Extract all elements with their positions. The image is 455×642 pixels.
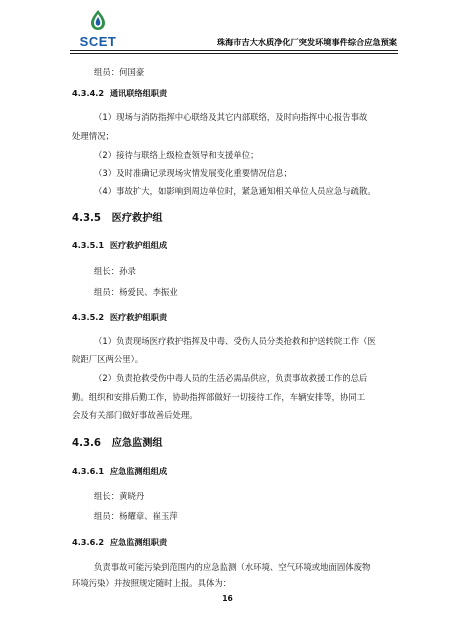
heading-title: 应急监测组	[111, 438, 163, 449]
heading-title: 医疗救护组组成	[109, 240, 168, 250]
members-line: 组员：何国豪	[94, 67, 145, 77]
monitor-members: 组员：杨耀章、崔玉萍	[94, 511, 178, 521]
logo-text: SCET	[79, 34, 117, 49]
heading-4342	[72, 89, 167, 99]
heading-number: 4.3.5.2	[72, 312, 105, 322]
heading-number: 4.3.4.2	[72, 88, 105, 98]
heading-number: 4.3.5	[72, 213, 102, 224]
heading-4361	[72, 467, 167, 477]
heading-title: 医疗救护组职责	[109, 312, 168, 322]
company-logo	[72, 8, 124, 50]
scet-logo-icon	[80, 8, 116, 34]
heading-4352	[72, 313, 167, 323]
paragraph-line: 环境污染）并按照规定随时上报。具体为：	[72, 578, 232, 588]
heading-4351	[72, 241, 167, 251]
paragraph-line: （1）负责现场医疗救护指挥及中毒、受伤人员分类抢救和护送转院工作（医	[94, 336, 376, 346]
heading-number: 4.3.6.2	[72, 537, 105, 547]
medical-leader: 组长：孙录	[94, 266, 136, 276]
paragraph-line: （4）事故扩大，如影响到周边单位时，紧急通知相关单位人员应急与疏散。	[94, 186, 376, 196]
page-number: 16	[222, 594, 233, 603]
paragraph-line: 负责事故可能污染到范围内的应急监测（水环境、空气环境或地面固体废物	[94, 562, 371, 572]
heading-title: 应急监测组组成	[109, 466, 168, 476]
paragraph-line: （2）接待与联络上级检查领导和支援单位；	[94, 150, 259, 160]
heading-title: 通讯联络组职责	[109, 88, 168, 98]
heading-title: 医疗救护组	[111, 213, 163, 224]
paragraph-line: 勤。组织和安排后勤工作，协助指挥部做好一切接待工作，车辆安排等，协同工	[72, 392, 366, 402]
paragraph-line: （2）负责抢救受伤中毒人员的生活必需品供应，负责事故救援工作的总后	[94, 373, 368, 383]
heading-number: 4.3.6	[72, 438, 102, 449]
monitor-leader: 组长：黄晓丹	[94, 491, 145, 501]
medical-members: 组员：杨爱民、李振业	[94, 287, 178, 297]
heading-436	[72, 438, 163, 450]
paragraph-line: 会及有关部门做好事故善后处理。	[72, 410, 198, 420]
header-title: 珠海市吉大水质净化厂突发环境事件综合应急预案	[216, 37, 397, 47]
heading-number: 4.3.5.1	[72, 240, 105, 250]
header-divider-thin	[70, 53, 398, 54]
heading-title: 应急监测组职责	[109, 537, 168, 547]
paragraph-line: （3）及时准确记录现场灾情发展变化重要情况信息；	[94, 168, 292, 178]
heading-number: 4.3.6.1	[72, 466, 105, 476]
paragraph-line: 处理情况；	[72, 131, 114, 141]
paragraph-line: （1）现场与消防指挥中心联络及其它内部联络，及时向指挥中心报告事故	[94, 112, 368, 122]
heading-435	[72, 213, 163, 225]
heading-4362	[72, 538, 167, 548]
paragraph-line: 院距厂区两公里）。	[72, 354, 144, 364]
header-divider	[70, 50, 398, 51]
